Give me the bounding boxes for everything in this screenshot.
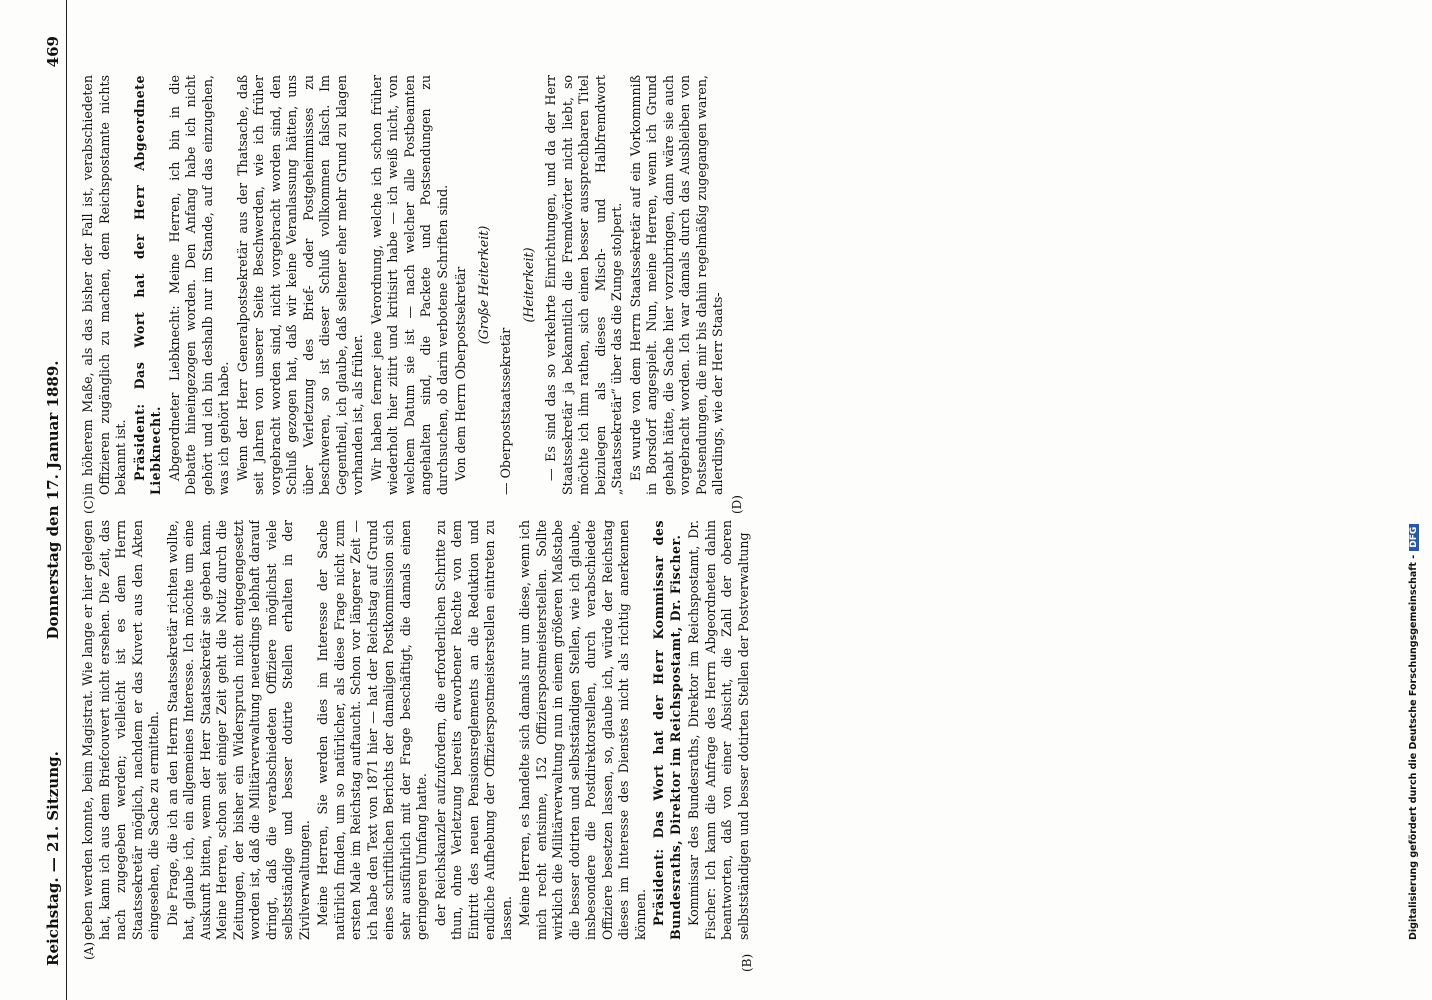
margin-marker-c: (C) (82, 495, 96, 514)
paragraph: Es wurde von dem Herrn Staatssekretär auf ein Vorkommniß in Borsdorf angespielt. Nun, meine Herren, wenn ich Grund gehabt hätte, die Sache hier vorzubringen, dann wäre sie auch vorgebracht worden. Ich war damals durch das Ausbleiben von Postsendungen, die mir bis dahin regelmäßig zugegangen waren, allerdings, wie der Herr Staats- (627, 75, 725, 495)
paragraph: Von dem Herrn Oberpostsekretär (453, 266, 468, 481)
header-date: Donnerstag den 17. Januar 1889. (44, 360, 62, 640)
margin-marker-d: (D) (730, 495, 744, 514)
paragraph: Die Frage, die ich an den Herrn Staatssekretär richten wollte, hat, glaube ich, ein allgemeines Interesse. Ich möchte um eine Auskunft bitten, wenn der Herr Staatssekretär sie geben kann. Meine Herren, schon seit einiger Zeit geht die Notiz durch die Zeitungen, der bisher ein Widerspruch nicht entgegengesetzt worden ist, daß die Militärverwaltung neuerdings lebhaft darauf dringt, daß die verabschiedeten Offiziere möglichst viele selbstständige und besser dotirte Stellen erhalten in der Zivilverwaltungen. (164, 520, 312, 940)
margin-marker-a: (A) (82, 941, 96, 960)
digitization-credit (1408, 40, 1422, 940)
page-header (40, 0, 67, 1000)
stage-direction: (Heiterkeit) (520, 247, 536, 323)
header-session: Reichstag. — 21. Sitzung. (44, 751, 62, 966)
speaker-president: Präsident: Das Wort hat der Herr Abgeordnete Liebknecht. (131, 75, 163, 495)
paragraph: Abgeordneter Liebknecht: Meine Herren, ich bin in die Debatte hineingezogen worden. Den Anfang habe ich nicht gehört und ich bin deshalb nur im Stande, auf das einzugehen, was ich gehört habe. (166, 75, 231, 495)
text-column-right (80, 75, 1335, 495)
speaker-president: Präsident: Das Wort hat der Herr Kommissar des Bundesraths, Direktor im Reichspostamt, Dr. Fischer. (651, 520, 683, 940)
paragraph: Wenn der Herr Generalpostsekretär aus der Thatsache, daß seit Jahren von unserer Seite Beschwerden, wie ich früher vorgebracht worden sind, nicht vorgebracht worden sind, den Schluß gezogen hat, daß wir keine Veranlassung hätten, uns über Verletzung des Brief- oder Postgeheimnisses zu beschweren, so ist dieser Schluß vollkommen falsch. Im Gegentheil, ich glaube, daß seltener eher mehr Grund zu klagen vorhanden ist, als früher. (234, 75, 365, 495)
credit-text: Digitalisierung gefördert durch die Deutsche Forschungsgemeinschaft - (1408, 554, 1419, 940)
resolution-text: der Reichskanzler aufzufordern, die erforderlichen Schritte zu thun, ohne Verletzung bereits erworbener Rechte von dem Eintritt des neuen Pensionsreglements an die Reduktion und endliche Aufhebung der Offizierspostmeisterstellen eintreten zu lassen. (432, 520, 514, 940)
margin-marker-b: (B) (740, 953, 754, 972)
stage-direction: (Große Heiterkeit) (475, 225, 491, 345)
paragraph: in höherem Maße, als das bisher der Fall ist, verabschiedeten Offizieren zugänglich zu machen, dem Reichspostamte nichts bekannt ist. (80, 75, 128, 495)
paragraph: Wir haben ferner jene Verordnung, welche ich schon früher wiederholt hier zitirt und kritisirt habe — ich weiß nicht, von welchem Datum sie ist — nach welcher alle Postbeamten angehalten sind, die Packete und Postsendungen zu durchsuchen, ob darin verbotene Schriften sind. (368, 75, 450, 495)
paragraph: Meine Herren, es handelte sich damals nur um diese, wenn ich mich recht entsinne, 152 Offizierspostmeisterstellen. Sollte wirklich die Militärverwaltung nun in einem größeren Maßstabe die besser dotirten und selbstständigen Stellen, wie ich glaube, insbesondere die Postdirektorstellen, durch verabschiedete Offiziere besetzen lassen, so, glaube ich, würde der Reichstag dieses im Interesse des Dienstes nicht als richtig anerkennen können. (517, 520, 648, 940)
paragraph: — Es sind das so verkehrte Einrichtungen, und da der Herr Staatssekretär ja bekanntlich die Fremdwörter nicht liebt, so möchte ich ihm rathen, sich einen besser aussprechbaren Titel beizulegen als dieses Misch- und Halbfremdwort „Staatssekretär“ über das die Zunge stolpert. (543, 75, 624, 495)
paragraph: — Oberpoststaatssekretär (498, 327, 513, 495)
header-page-number: 469 (44, 36, 62, 68)
paragraph: Meine Herren, Sie werden dies im Interesse der Sache natürlich finden, um so natürlicher, als diese Frage nicht zum ersten Male im Reichstag auftaucht. Schon vor längerer Zeit — ich habe den Text von 1871 hier — hat der Reichstag auf Grund eines schriftlichen Berichts der damaligen Postkommission sich sehr ausführlich mit der Frage beschäftigt, die damals einen geringeren Umfang hatte. (315, 520, 429, 940)
paragraph: geben werden konnte, beim Magistrat. Wie lange er hier gelegen hat, kann ich aus dem Briefcouvert nicht ersehen. Die Zeit, das nach zugegeben werden; vielleicht ist es dem Herrn Staatssekretär möglich, nachdem er das Kuvert aus den Akten eingesehen, die Sache zu ermitteln. (80, 520, 161, 940)
paragraph: Kommissar des Bundesraths, Direktor im Reichspostamt, Dr. Fischer: Ich kann die Anfrage des Herrn Abgeordneten dahin beantworten, daß von einer Absicht, die Zahl der oberen selbstständigen und besser dotirten Stellen der Postverwaltung (686, 520, 751, 940)
text-column-left (80, 520, 1335, 940)
dfg-badge: DFG (1409, 524, 1419, 551)
